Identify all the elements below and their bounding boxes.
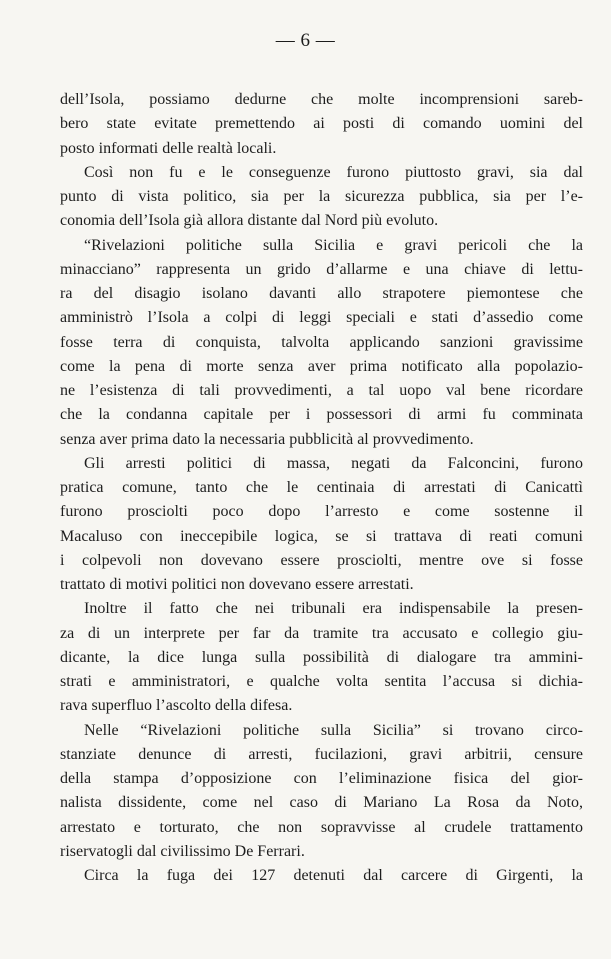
text-line: riservatogli dal civilissimo De Ferrari. bbox=[60, 842, 305, 860]
text-line: rava superfluo l’ascolto della difesa. bbox=[60, 697, 293, 715]
text-line: arrestato e torturato, che non sopravvisse al crudele trattamento bbox=[60, 818, 583, 836]
text-line: fosse terra di conquista, talvolta applicando sanzioni gravissime bbox=[60, 333, 583, 351]
text-line: za di un interprete per far da tramite tra accusato e collegio giu- bbox=[60, 624, 583, 642]
text-line: bero state evitate premettendo ai posti di comando uomini del bbox=[60, 115, 583, 133]
text-line: come la pena di morte senza aver prima notificato alla popolazio- bbox=[60, 357, 583, 375]
text-line: Macaluso con ineccepibile logica, se si trattava di reati comuni bbox=[60, 527, 583, 545]
text-line: ra del disagio isolano davanti allo strapotere piemontese che bbox=[60, 285, 583, 302]
text-line: amministrò l’Isola a colpi di leggi speciali e stati d’assedio come bbox=[60, 309, 583, 327]
page-number: — 6 — bbox=[275, 30, 336, 51]
text-line: i colpevoli non dovevano essere prosciolti, mentre ove si fosse bbox=[60, 551, 583, 569]
text-line: Inoltre il fatto che nei tribunali era indispensabile la presen- bbox=[84, 600, 583, 618]
text-line: dicante, la dice lunga sulla possibilità di dialogare tra ammini- bbox=[60, 648, 583, 666]
text-line: nalista dissidente, come nel caso di Mariano La Rosa da Noto, bbox=[60, 794, 583, 812]
text-line: Nelle “Rivelazioni politiche sulla Sicilia” si trovano circo- bbox=[84, 721, 583, 739]
body-text bbox=[60, 88, 583, 888]
text-line: Circa la fuga dei 127 detenuti dal carcere di Girgenti, la bbox=[84, 867, 583, 884]
text-line: conomia dell’Isola già allora distante dal Nord più evoluto. bbox=[60, 212, 439, 230]
text-line: senza aver prima dato la necessaria pubblicità al provvedimento. bbox=[60, 430, 474, 448]
text-line: strati e amministratori, e qualche volta sentita l’accusa si dichia- bbox=[60, 673, 583, 690]
text-line: stanziate denunce di arresti, fucilazioni, gravi arbitrii, censure bbox=[60, 745, 583, 763]
text-line: “Rivelazioni politiche sulla Sicilia e gravi pericoli che la bbox=[84, 236, 583, 254]
text-line: pratica comune, tanto che le centinaia di arrestati di Canicattì bbox=[60, 479, 583, 496]
text-line: della stampa d’opposizione con l’eliminazione fisica del gior- bbox=[60, 770, 583, 787]
text-line: minacciano” rappresenta un grido d’allarme e una chiave di lettu- bbox=[60, 260, 583, 278]
text-line: trattato di motivi politici non dovevano essere arrestati. bbox=[60, 576, 414, 593]
text-line: Gli arresti politici di massa, negati da Falconcini, furono bbox=[84, 454, 583, 472]
text-line: punto di vista politico, sia per la sicurezza pubblica, sia per l’e- bbox=[60, 188, 583, 205]
text-line: ne l’esistenza di tali provvedimenti, a tal uopo val bene ricordare bbox=[60, 382, 583, 399]
text-line: che la condanna capitale per i possessori di armi fu comminata bbox=[60, 406, 583, 424]
text-line: Così non fu e le conseguenze furono piuttosto gravi, sia dal bbox=[84, 163, 583, 181]
text-line: furono prosciolti poco dopo l’arresto e come sostenne il bbox=[60, 503, 583, 521]
text-line: dell’Isola, possiamo dedurne che molte incomprensioni sareb- bbox=[60, 91, 583, 108]
text-line: posto informati delle realtà locali. bbox=[60, 139, 277, 157]
